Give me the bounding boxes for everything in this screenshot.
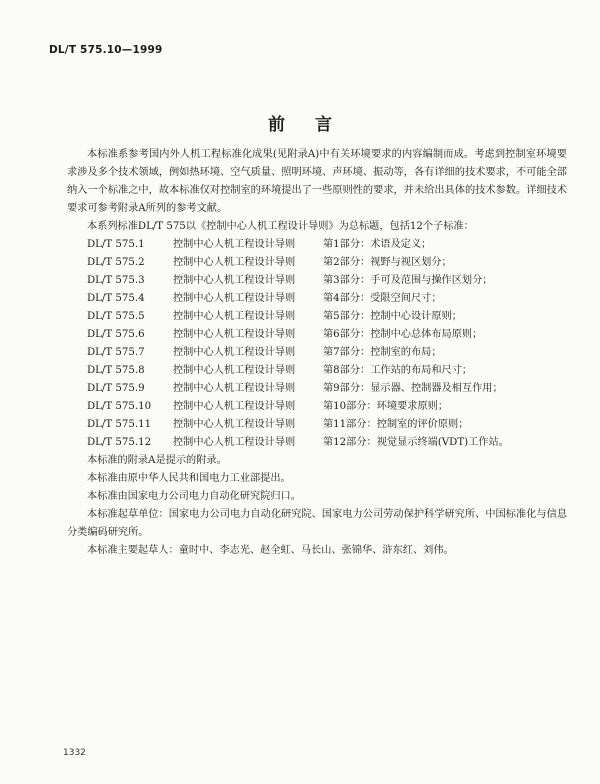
series-code: DL/T 575.8 [87, 365, 145, 376]
series-part: 第5部分：控制中心设计原则； [323, 311, 462, 322]
list-item [67, 344, 567, 362]
series-part: 第4部分：受限空间尺寸； [323, 293, 442, 304]
series-part: 第8部分：工作站的布局和尺寸； [323, 365, 473, 376]
series-name: 控制中心人机工程设计导则 [173, 347, 296, 358]
list-item [67, 308, 567, 326]
series-code: DL/T 575.2 [87, 257, 145, 268]
series-part: 第1部分：术语及定义； [323, 239, 432, 250]
series-code: DL/T 575.7 [87, 347, 145, 358]
series-name: 控制中心人机工程设计导则 [173, 239, 296, 250]
list-item [67, 362, 567, 380]
series-code: DL/T 575.5 [87, 311, 145, 322]
series-name: 控制中心人机工程设计导则 [173, 365, 296, 376]
series-part: 第7部分：控制室的布局； [323, 347, 442, 358]
series-name: 控制中心人机工程设计导则 [173, 419, 296, 430]
series-name: 控制中心人机工程设计导则 [173, 275, 296, 286]
series-part: 第3部分：手可及范围与操作区划分； [323, 275, 493, 286]
appendix-note: 本标准的附录A是提示的附录。 [87, 455, 227, 466]
series-part: 第11部分：控制室的评价原则； [323, 419, 469, 430]
list-item [67, 380, 567, 398]
series-name: 控制中心人机工程设计导则 [173, 383, 296, 394]
series-code: DL/T 575.11 [87, 419, 152, 430]
list-item [67, 254, 567, 272]
proposed-by: 本标准由原中华人民共和国电力工业部提出。 [87, 473, 291, 484]
series-code: DL/T 575.6 [87, 329, 145, 340]
series-name: 控制中心人机工程设计导则 [173, 293, 296, 304]
list-item [67, 290, 567, 308]
centralized-by: 本标准由国家电力公司电力自动化研究院归口。 [87, 491, 301, 502]
series-intro: 本系列标准DL/T 575以《控制中心人机工程设计导则》为总标题，包括12个子标准： [87, 221, 474, 232]
drafting-units: 本标准起草单位：国家电力公司电力自动化研究院、国家电力公司劳动保护科学研究所、中国标准化与信息分类编码研究所。 [67, 509, 567, 538]
series-code: DL/T 575.10 [87, 401, 152, 412]
list-item [67, 236, 567, 254]
list-item [67, 398, 567, 416]
drafters: 本标准主要起草人：童时中、李志光、赵全虹、马长山、张锦华、浒东红、刘伟。 [87, 545, 454, 556]
series-code: DL/T 575.3 [87, 275, 145, 286]
intro-paragraph: 本标准系参考国内外人机工程标准化成果(见附录A)中有关环境要求的内容编制而成。考虑到控制室环境要求涉及多个技术领域，例如热环境、空气质量、照明环境、声环境、振动等，各有详细的技术要求，不可能全部纳入一个标准之中，故本标准仅对控制室的环境提出了一些原则性的要求，并未给出具体的技术参数。详细技术要求可参考附录A所列的参考文献。 [67, 149, 567, 214]
series-name: 控制中心人机工程设计导则 [173, 437, 296, 448]
series-part: 第10部分：环境要求原则； [323, 401, 449, 412]
list-item [67, 326, 567, 344]
series-part: 第6部分：控制中心总体布局原则； [323, 329, 483, 340]
series-name: 控制中心人机工程设计导则 [173, 311, 296, 322]
series-name: 控制中心人机工程设计导则 [173, 257, 296, 268]
series-part: 第9部分：显示器、控制器及相互作用； [323, 383, 503, 394]
list-item [67, 272, 567, 290]
series-code: DL/T 575.4 [87, 293, 145, 304]
page-number: 1332 [63, 748, 86, 758]
standard-code-header: DL/T 575.10—1999 [49, 44, 163, 56]
list-item [67, 434, 567, 452]
list-item [67, 416, 567, 434]
series-name: 控制中心人机工程设计导则 [173, 401, 296, 412]
series-code: DL/T 575.1 [87, 239, 145, 250]
series-code: DL/T 575.9 [87, 383, 145, 394]
series-list [67, 236, 567, 452]
series-name: 控制中心人机工程设计导则 [173, 329, 296, 340]
series-part: 第12部分：视觉显示终端(VDT)工作站。 [323, 437, 509, 448]
series-part: 第2部分：视野与视区划分； [323, 257, 452, 268]
series-code: DL/T 575.12 [87, 437, 152, 448]
document-body [67, 146, 567, 560]
page-title: 前言 [268, 115, 362, 135]
